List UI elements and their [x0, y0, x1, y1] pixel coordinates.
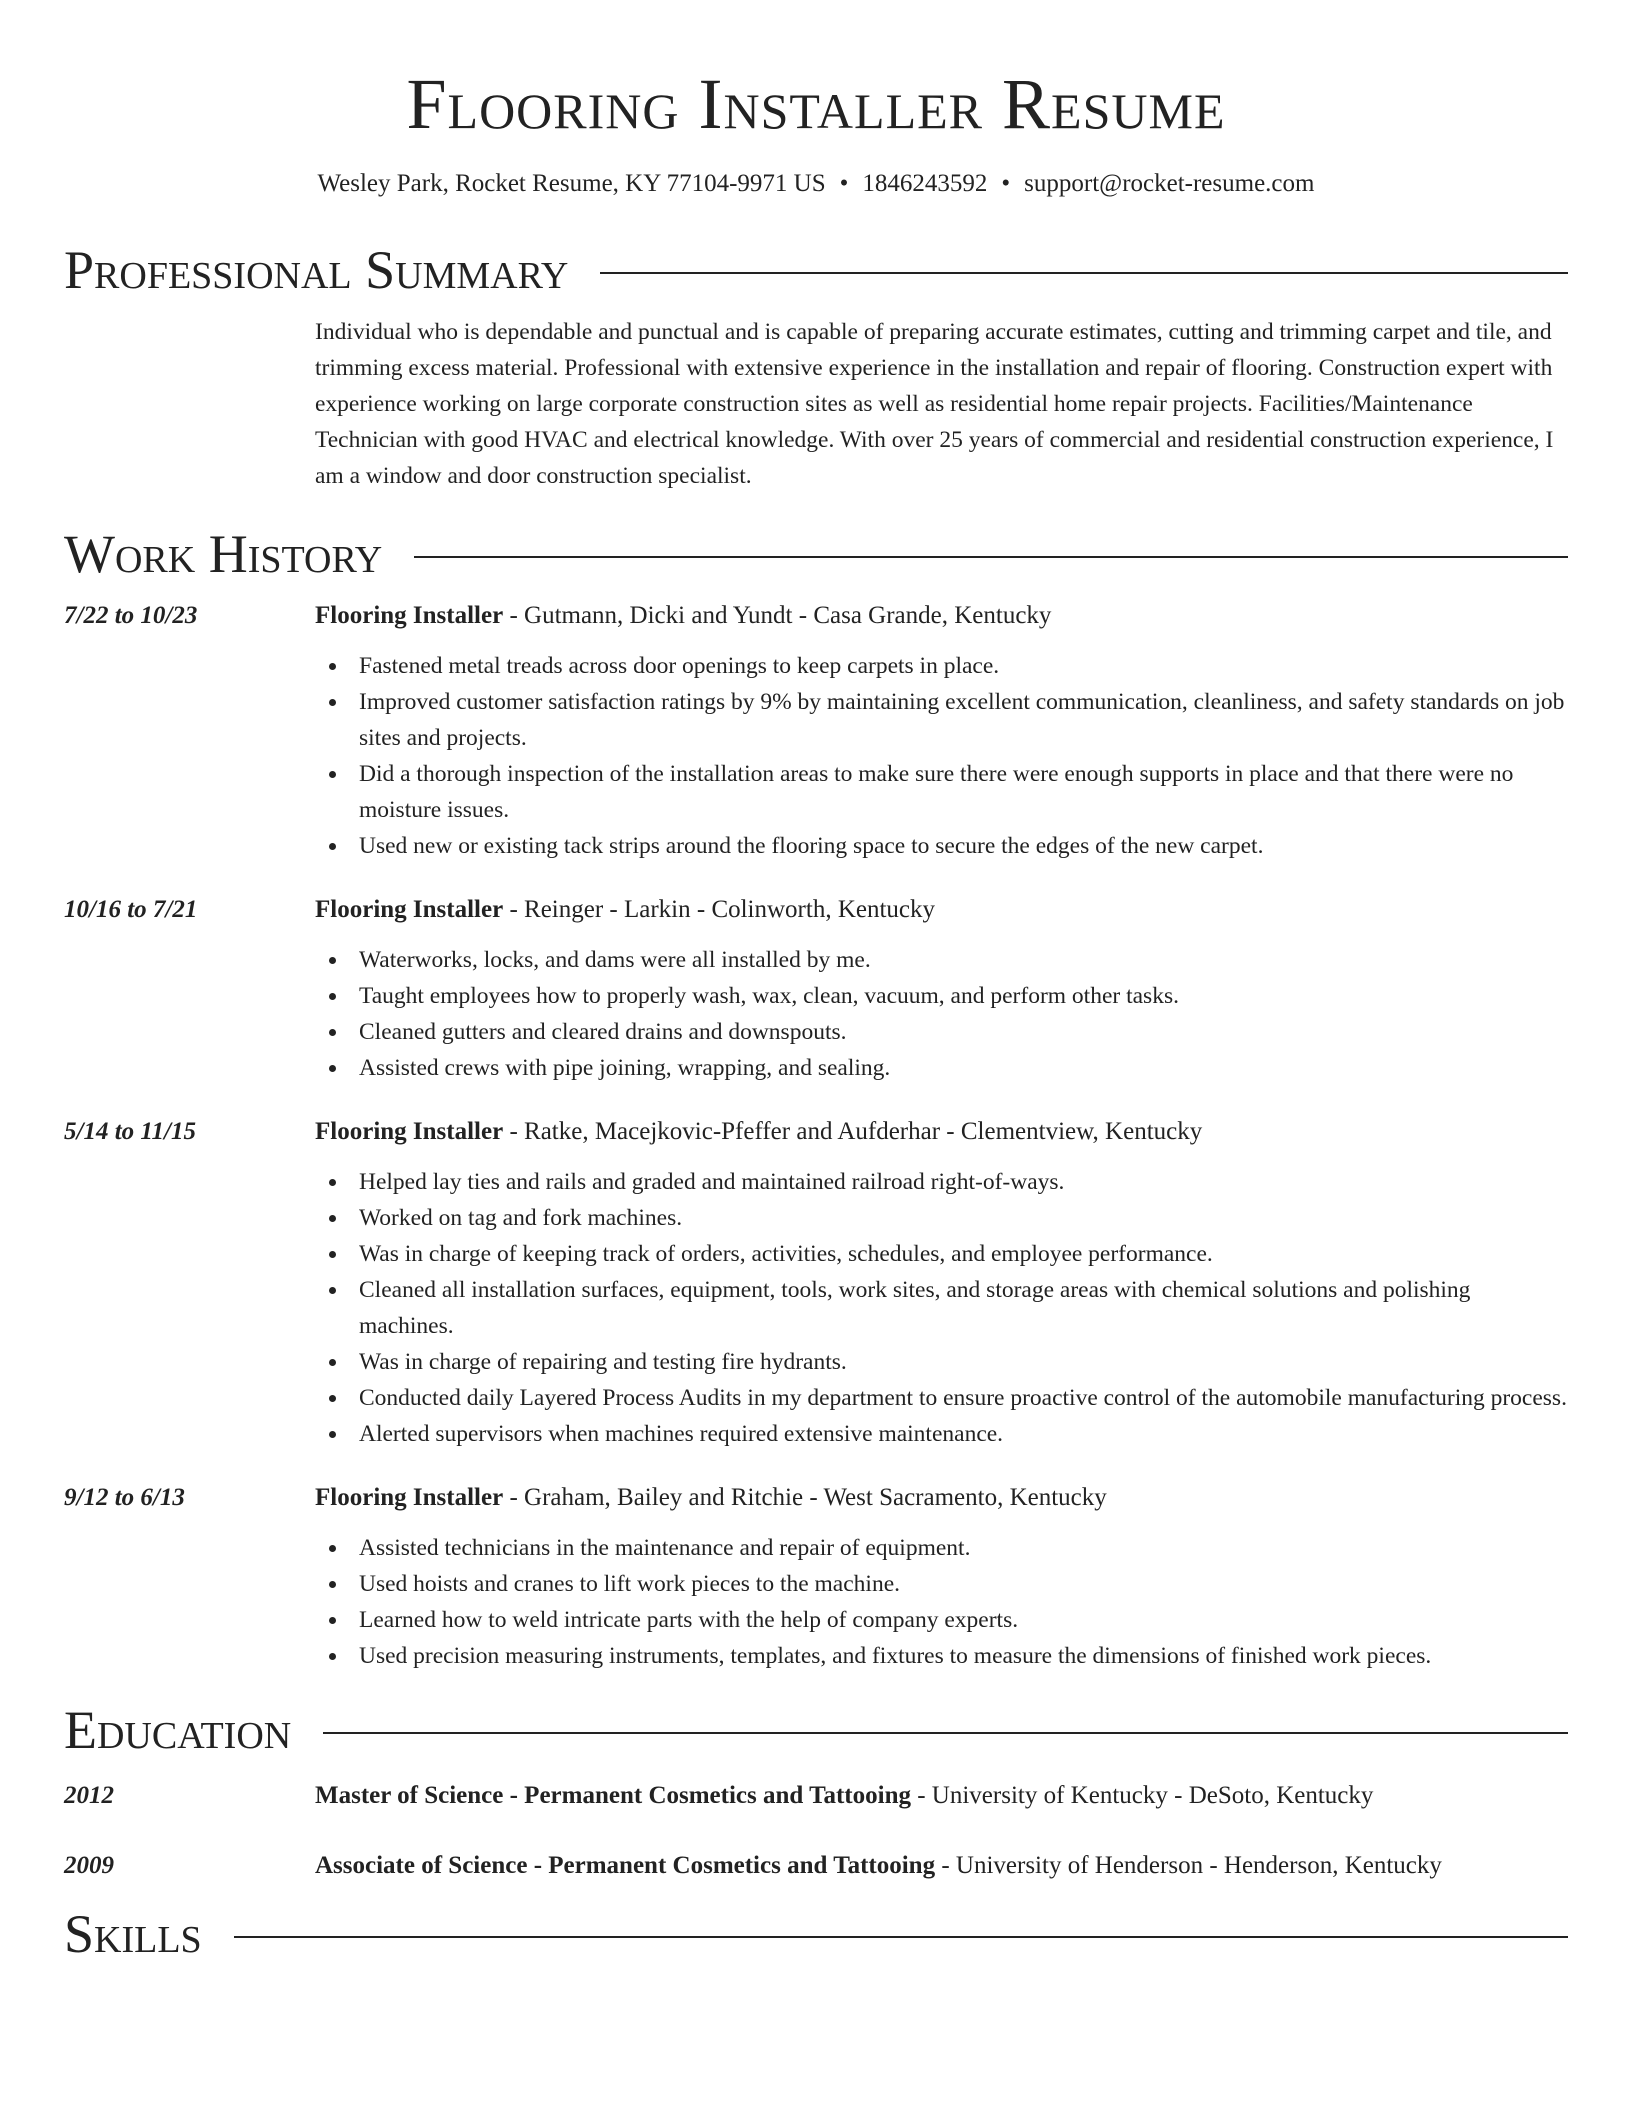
job-bullet: Cleaned gutters and cleared drains and downspouts.: [315, 1014, 1568, 1050]
job-bullet: Did a thorough inspection of the installation areas to make sure there were enough supports in place and that there were no moisture issues.: [315, 756, 1568, 828]
job-entry: [64, 1482, 1568, 1674]
section-heading: Work History: [64, 524, 383, 584]
job-entry: [64, 894, 1568, 1086]
job-bullet: Assisted technicians in the maintenance and repair of equipment.: [315, 1530, 1568, 1566]
job-bullet: Conducted daily Layered Process Audits in my department to ensure proactive control of the automobile manufacturing process.: [315, 1380, 1568, 1416]
section-divider: [600, 272, 1568, 274]
job-bullet: Used precision measuring instruments, templates, and fixtures to measure the dimensions of finished work pieces.: [315, 1638, 1568, 1674]
job-bullet-list: [315, 942, 1568, 1086]
job-bullet: Was in charge of repairing and testing fire hydrants.: [315, 1344, 1568, 1380]
job-employer: - Gutmann, Dicki and Yundt - Casa Grande, Kentucky: [503, 602, 1052, 629]
section-divider: [234, 1936, 1568, 1938]
job-bullet-list: [315, 648, 1568, 864]
section-divider: [414, 556, 1568, 558]
job-body: [315, 894, 1568, 1086]
job-dates: 9/12 to 6/13: [64, 1484, 185, 1511]
contact-line: [64, 168, 1568, 200]
education-year: 2009: [64, 1852, 114, 1879]
job-bullet-list: [315, 1164, 1568, 1452]
section-heading: Skills: [64, 1904, 202, 1964]
job-body: [315, 1116, 1568, 1452]
job-employer: - Ratke, Macejkovic-Pfeffer and Aufderhar - Clementview, Kentucky: [503, 1118, 1203, 1145]
section-skills: [64, 1904, 1568, 1964]
resume-title: Flooring Installer Resume: [406, 64, 1226, 144]
job-entry: [64, 1116, 1568, 1452]
education-year: 2012: [64, 1782, 114, 1809]
job-bullet: Cleaned all installation surfaces, equipment, tools, work sites, and storage areas with chemical solutions and polishing machines.: [315, 1272, 1568, 1344]
contact-separator: •: [839, 170, 849, 197]
job-bullet: Worked on tag and fork machines.: [315, 1200, 1568, 1236]
contact-email: support@rocket-resume.com: [1024, 170, 1315, 197]
job-employer: - Reinger - Larkin - Colinworth, Kentucky: [503, 896, 936, 923]
section-education: [64, 1700, 1568, 1760]
job-bullet: Used new or existing tack strips around the flooring space to secure the edges of the new carpet.: [315, 828, 1568, 864]
section-work-history: [64, 524, 1568, 584]
job-entry: [64, 600, 1568, 864]
education-degree: Master of Science - Permanent Cosmetics and Tattooing: [315, 1782, 911, 1809]
summary-text: Individual who is dependable and punctual and is capable of preparing accurate estimates, cutting and trimming carpet and tile, and trimming excess material. Professional with extensive experience in the installation and repair of flooring. Construction expert with experience working on large corporate construction sites as well as residential home repair projects. Facilities/Maintenance Technician with good HVAC and electrical knowledge. With over 25 years of commercial and residential construction experience, I am a window and door construction specialist.: [315, 319, 1554, 489]
education-degree: Associate of Science - Permanent Cosmetics and Tattooing: [315, 1852, 936, 1879]
job-bullet: Fastened metal treads across door openings to keep carpets in place.: [315, 648, 1568, 684]
job-bullet: Alerted supervisors when machines required extensive maintenance.: [315, 1416, 1568, 1452]
section-heading: Professional Summary: [64, 240, 569, 300]
contact-phone: 1846243592: [862, 170, 988, 197]
job-body: [315, 600, 1568, 864]
job-dates: 10/16 to 7/21: [64, 896, 198, 923]
job-title-line: [315, 1482, 1568, 1514]
job-bullet: Used hoists and cranes to lift work pieces to the machine.: [315, 1566, 1568, 1602]
contact-address: Wesley Park, Rocket Resume, KY 77104-9971 US: [317, 170, 826, 197]
education-line: [315, 1850, 1568, 1882]
education-entry: [64, 1850, 1568, 1882]
job-bullet: Assisted crews with pipe joining, wrapping, and sealing.: [315, 1050, 1568, 1086]
education-school: - University of Henderson - Henderson, Kentucky: [935, 1852, 1442, 1879]
resume-page: [64, 0, 1568, 1964]
section-professional-summary: [64, 240, 1568, 300]
education-school: - University of Kentucky - DeSoto, Kentucky: [910, 1782, 1374, 1809]
education-entry: [64, 1780, 1568, 1812]
job-title-line: [315, 894, 1568, 926]
job-title-line: [315, 600, 1568, 632]
section-heading: Education: [64, 1700, 292, 1760]
job-title: Flooring Installer: [315, 1484, 504, 1511]
summary-spacer: [64, 314, 315, 494]
section-divider: [323, 1732, 1568, 1734]
summary-row: [64, 314, 1568, 494]
job-bullet-list: [315, 1530, 1568, 1674]
contact-separator: •: [1001, 170, 1011, 197]
job-title: Flooring Installer: [315, 1118, 504, 1145]
job-title-line: [315, 1116, 1568, 1148]
job-body: [315, 1482, 1568, 1674]
job-title: Flooring Installer: [315, 602, 504, 629]
job-employer: - Graham, Bailey and Ritchie - West Sacramento, Kentucky: [503, 1484, 1107, 1511]
job-bullet: Taught employees how to properly wash, wax, clean, vacuum, and perform other tasks.: [315, 978, 1568, 1014]
job-bullet: Waterworks, locks, and dams were all installed by me.: [315, 942, 1568, 978]
job-dates: 5/14 to 11/15: [64, 1118, 196, 1145]
job-dates: 7/22 to 10/23: [64, 602, 198, 629]
job-bullet: Was in charge of keeping track of orders, activities, schedules, and employee performance.: [315, 1236, 1568, 1272]
education-line: [315, 1780, 1568, 1812]
job-title: Flooring Installer: [315, 896, 504, 923]
job-bullet: Learned how to weld intricate parts with the help of company experts.: [315, 1602, 1568, 1638]
job-bullet: Helped lay ties and rails and graded and maintained railroad right-of-ways.: [315, 1164, 1568, 1200]
job-bullet: Improved customer satisfaction ratings by 9% by maintaining excellent communication, cleanliness, and safety standards on job sites and projects.: [315, 684, 1568, 756]
